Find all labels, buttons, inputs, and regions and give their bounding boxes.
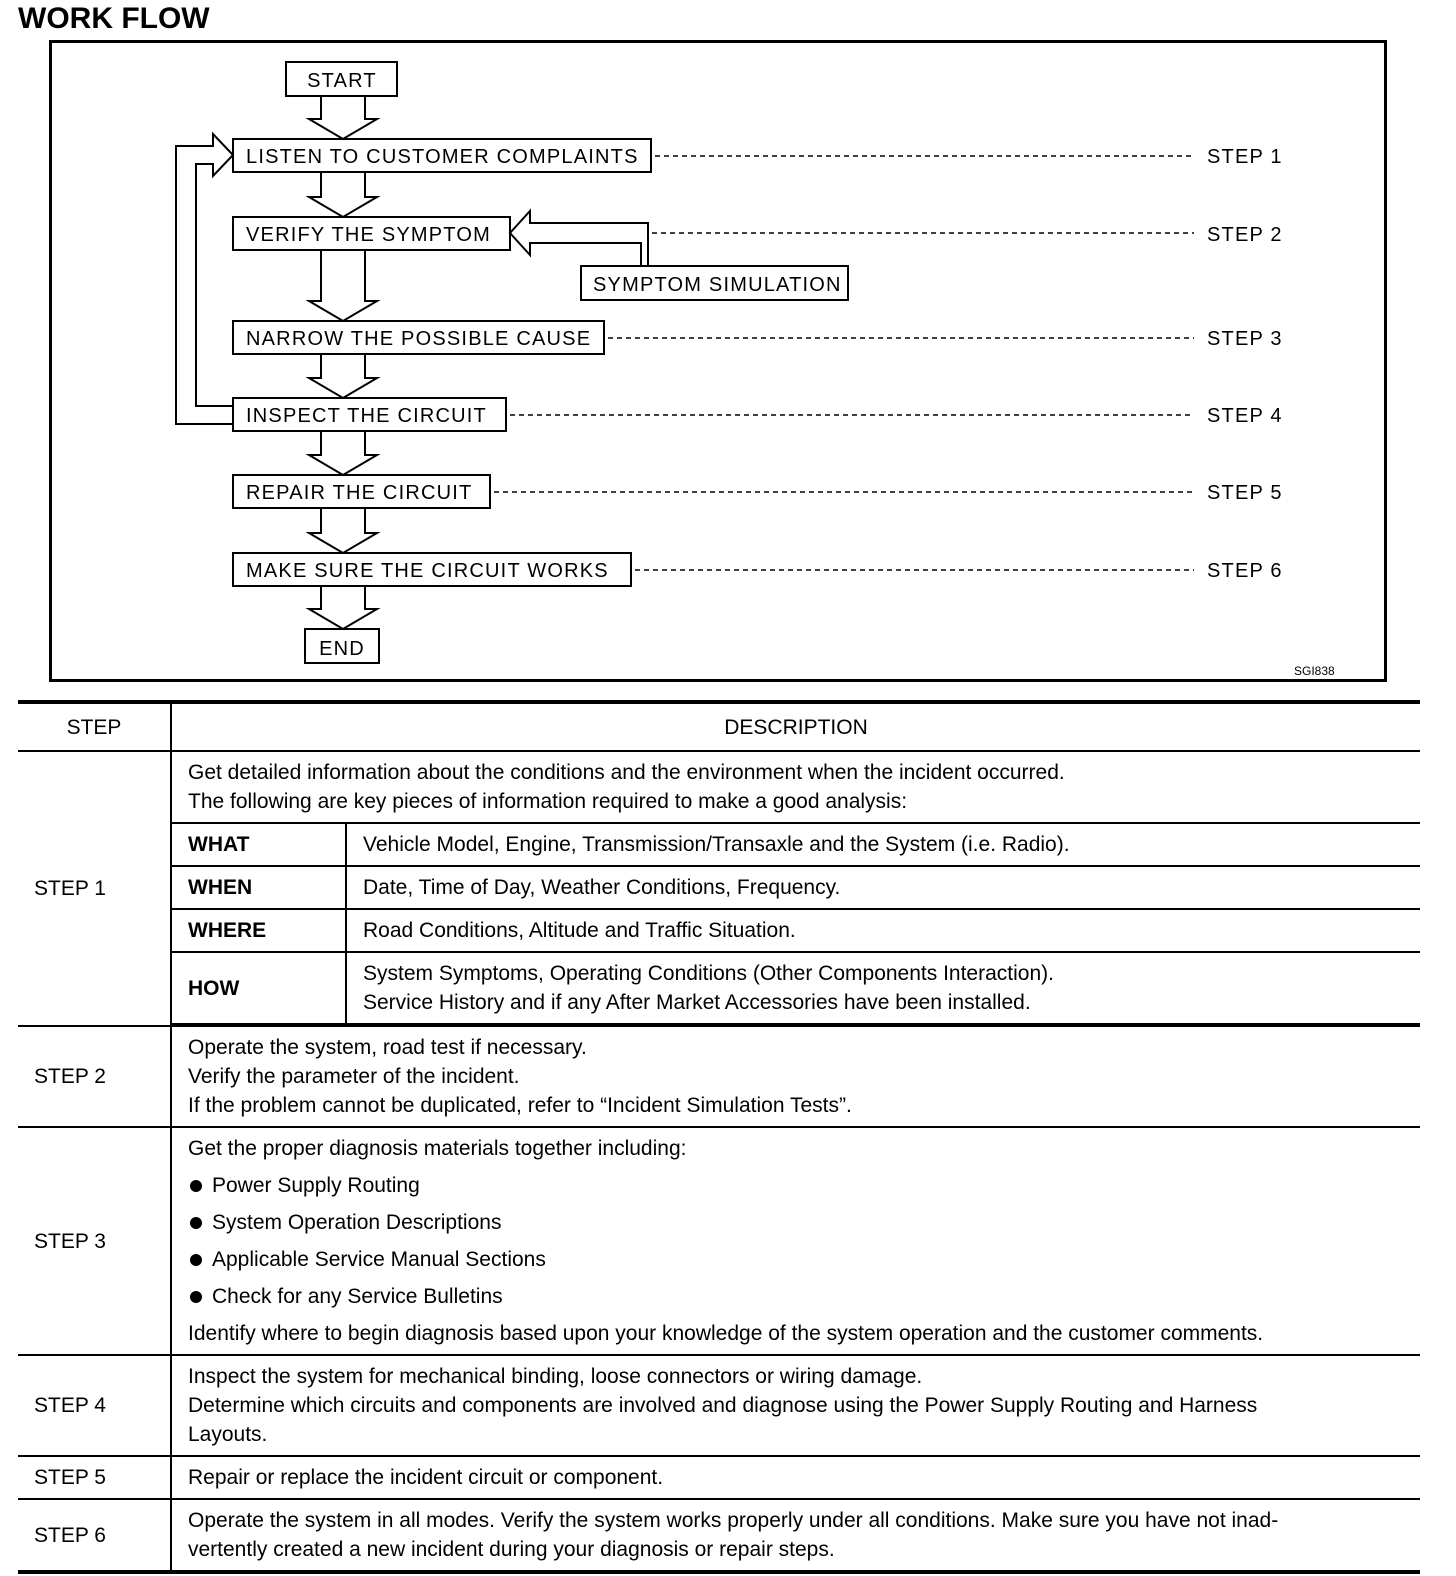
- bullet-item: [188, 1204, 1410, 1241]
- step-cell: STEP 2: [18, 1026, 171, 1127]
- arrow-step6-end: [309, 586, 377, 629]
- arrow-step2-step3: [309, 250, 377, 321]
- info-key: WHEN: [172, 866, 346, 909]
- info-key: WHERE: [172, 909, 346, 952]
- step6-box-label: MAKE SURE THE CIRCUIT WORKS: [246, 560, 609, 582]
- bullet-label: Applicable Service Manual Sections: [212, 1248, 546, 1271]
- table-row: [18, 1499, 1420, 1572]
- info-value: [346, 952, 1420, 1024]
- table-row: [18, 1026, 1420, 1127]
- arrow-step1-step2: [309, 172, 377, 217]
- arrow-loop-step4-step1: [176, 134, 233, 424]
- text-line: Get detailed information about the conditions and the environment when the incident occurred.: [188, 761, 1065, 784]
- step1-box-label: LISTEN TO CUSTOMER COMPLAINTS: [246, 146, 639, 168]
- bullet-item: [188, 1278, 1410, 1315]
- description-cell: [171, 1127, 1420, 1355]
- table-row: [18, 1456, 1420, 1499]
- bullet-label: System Operation Descriptions: [212, 1211, 502, 1234]
- step4-box-label: INSPECT THE CIRCUIT: [246, 405, 487, 427]
- bullet-icon: [190, 1180, 202, 1192]
- text-line: Service History and if any After Market Accessories have been installed.: [363, 991, 1031, 1014]
- workflow-diagram: [49, 40, 1387, 682]
- step4-side-label: STEP 4: [1207, 405, 1283, 427]
- text-line: Operate the system in all modes. Verify the system works properly under all conditions. Make sure you have not inad-: [188, 1509, 1279, 1532]
- end-label: END: [319, 638, 365, 660]
- description-cell: [171, 1499, 1420, 1572]
- step2-box-label: VERIFY THE SYMPTOM: [246, 224, 491, 246]
- bullet-icon: [190, 1217, 202, 1229]
- description-cell: [171, 1456, 1420, 1499]
- step6-side-label: STEP 6: [1207, 560, 1283, 582]
- step2-side-label: STEP 2: [1207, 224, 1283, 246]
- text-line: Inspect the system for mechanical binding, loose connectors or wiring damage.: [188, 1365, 923, 1388]
- arrow-step4-step5: [309, 431, 377, 475]
- arrow-step5-step6: [309, 508, 377, 553]
- info-subtable: [172, 822, 1420, 1025]
- arrow-step3-step4: [309, 354, 377, 398]
- step5-box-label: REPAIR THE CIRCUIT: [246, 482, 473, 504]
- bullet-item: [188, 1167, 1410, 1204]
- text-line: If the problem cannot be duplicated, refer to “Incident Simulation Tests”.: [188, 1094, 852, 1117]
- description-cell: [171, 751, 1420, 1026]
- header-description: DESCRIPTION: [171, 702, 1420, 751]
- table-row: [18, 751, 1420, 1026]
- info-value: Road Conditions, Altitude and Traffic Situation.: [346, 909, 1420, 952]
- text-line: Operate the system, road test if necessary.: [188, 1036, 587, 1059]
- info-key: HOW: [172, 952, 346, 1024]
- start-label: START: [307, 70, 377, 92]
- text-line: Get the proper diagnosis materials together including:: [188, 1137, 687, 1160]
- text-line: System Symptoms, Operating Conditions (Other Components Interaction).: [363, 962, 1054, 985]
- step-cell: STEP 5: [18, 1456, 171, 1499]
- simulation-label: SYMPTOM SIMULATION: [593, 274, 842, 296]
- arrow-start-step1: [309, 96, 377, 139]
- step3-side-label: STEP 3: [1207, 328, 1283, 350]
- text-line: Layouts.: [188, 1423, 268, 1446]
- bullet-label: Check for any Service Bulletins: [212, 1285, 503, 1308]
- description-cell: [171, 1355, 1420, 1456]
- step3-box-label: NARROW THE POSSIBLE CAUSE: [246, 328, 592, 350]
- text-line: vertently created a new incident during your diagnosis or repair steps.: [188, 1538, 835, 1561]
- step-cell: STEP 1: [18, 751, 171, 1026]
- table-row: [18, 1127, 1420, 1355]
- text-line: Repair or replace the incident circuit or component.: [188, 1466, 664, 1489]
- step5-side-label: STEP 5: [1207, 482, 1283, 504]
- step-cell: STEP 3: [18, 1127, 171, 1355]
- step1-side-label: STEP 1: [1207, 146, 1283, 168]
- info-value: Vehicle Model, Engine, Transmission/Transaxle and the System (i.e. Radio).: [346, 823, 1420, 866]
- workflow-table: [18, 700, 1420, 1574]
- dashed-leaders: [494, 156, 1194, 570]
- description-cell: [171, 1026, 1420, 1127]
- step-cell: STEP 6: [18, 1499, 171, 1572]
- page-title: WORK FLOW: [18, 2, 210, 35]
- info-key: WHAT: [172, 823, 346, 866]
- text-line: Identify where to begin diagnosis based upon your knowledge of the system operation and the customer comments.: [188, 1322, 1264, 1345]
- table-row: [18, 1355, 1420, 1456]
- text-line: The following are key pieces of information required to make a good analysis:: [188, 790, 908, 813]
- down-arrows: [176, 96, 648, 629]
- figure-id: SGI838: [1294, 664, 1335, 678]
- text-line: Verify the parameter of the incident.: [188, 1065, 520, 1088]
- step-cell: STEP 4: [18, 1355, 171, 1456]
- bullet-label: Power Supply Routing: [212, 1174, 420, 1197]
- bullet-icon: [190, 1291, 202, 1303]
- text-line: Determine which circuits and components are involved and diagnose using the Power Supply Routing and Harness: [188, 1394, 1258, 1417]
- bullet-icon: [190, 1254, 202, 1266]
- bullet-item: [188, 1241, 1410, 1278]
- arrow-simulation-step2: [510, 211, 648, 266]
- workflow-svg: [52, 43, 1384, 679]
- info-value: Date, Time of Day, Weather Conditions, Frequency.: [346, 866, 1420, 909]
- header-step: STEP: [18, 702, 171, 751]
